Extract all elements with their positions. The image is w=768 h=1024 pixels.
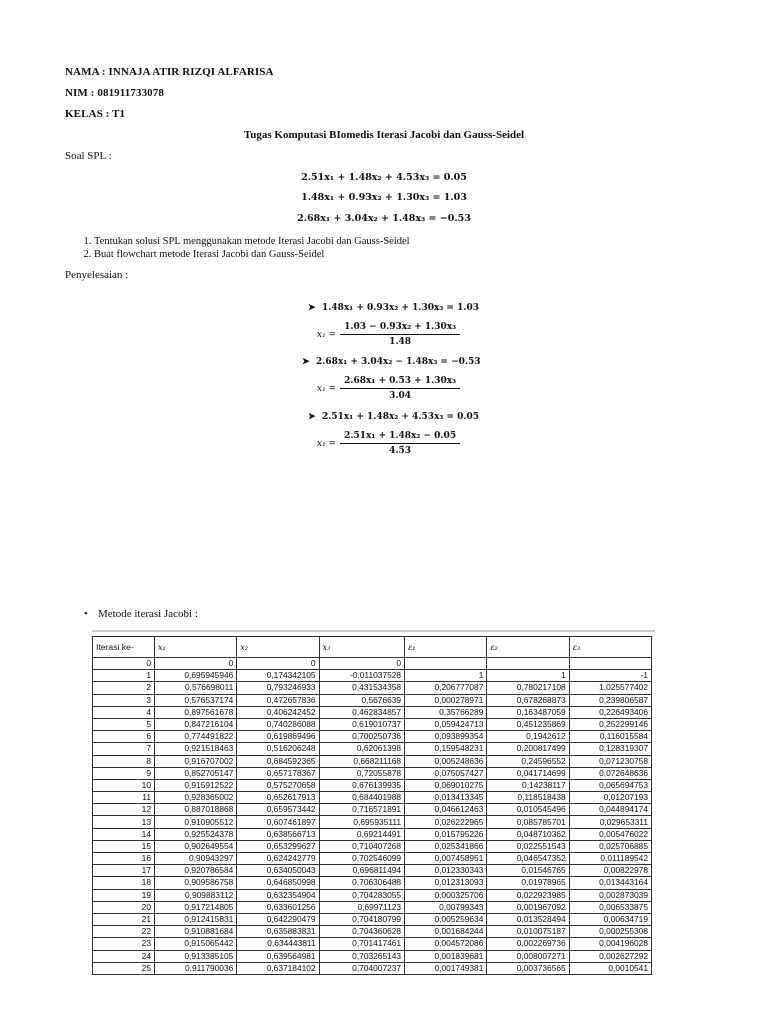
- table-cell: 0,00822978: [569, 865, 651, 877]
- arrow-bullet-icon: ➤: [308, 303, 316, 313]
- table-cell: 0,128319307: [569, 743, 651, 755]
- fraction-denominator: 1.48: [389, 337, 412, 347]
- table-cell: 0,624242779: [237, 853, 319, 865]
- table-row: [93, 743, 652, 755]
- table-cell: 0,633601256: [237, 901, 319, 913]
- fraction-numerator: 2.68x₁ + 0.53 + 1.30x₃: [340, 376, 460, 389]
- table-cell: 0,006533875: [569, 901, 651, 913]
- table-cell: 22: [93, 926, 155, 938]
- table-cell: 0,003736565: [487, 962, 569, 974]
- solution-fraction-2: [317, 376, 460, 401]
- table-cell: 0,700250736: [319, 731, 404, 743]
- table-row: [93, 682, 652, 694]
- table-cell: 0,637184102: [237, 962, 319, 974]
- table-cell: 0: [93, 658, 155, 670]
- table-header-row: [93, 637, 652, 658]
- table-cell: 5: [93, 718, 155, 730]
- table-cell: 1,025577402: [569, 682, 651, 694]
- table-cell: 0,001839681: [405, 950, 487, 962]
- table-cell: 0,704283055: [319, 889, 404, 901]
- table-cell: 0,226493406: [569, 706, 651, 718]
- table-cell: 24: [93, 950, 155, 962]
- table-cell: 0,652617913: [237, 792, 319, 804]
- column-header-e1: ε₁: [405, 637, 487, 658]
- table-cell: [405, 658, 487, 670]
- table-cell: 12: [93, 804, 155, 816]
- table-cell: 0,0010541: [569, 962, 651, 974]
- table-cell: 0,710407268: [319, 840, 404, 852]
- table-cell: 0,002873039: [569, 889, 651, 901]
- table-cell: 0,065694753: [569, 779, 651, 791]
- table-cell: 21: [93, 913, 155, 925]
- table-cell: 11: [93, 792, 155, 804]
- column-header-x1: x₁: [155, 637, 237, 658]
- equation-2: 1.48x₁ + 0.93x₂ + 1.30x₃ = 1.03: [301, 192, 467, 203]
- table-cell: 0,000325706: [405, 889, 487, 901]
- table-cell: 0,013413345: [405, 792, 487, 804]
- table-cell: 0,910881684: [155, 926, 237, 938]
- table-cell: 0,075057427: [405, 767, 487, 779]
- table-cell: 0,462834857: [319, 706, 404, 718]
- table-cell: 0,653299627: [237, 840, 319, 852]
- table-cell: 20: [93, 901, 155, 913]
- table-cell: 0,24596552: [487, 755, 569, 767]
- table-cell: 19: [93, 889, 155, 901]
- bullet-dot-icon: •: [84, 608, 88, 620]
- table-cell: 4: [93, 706, 155, 718]
- table-cell: 0,634050043: [237, 865, 319, 877]
- table-cell: 0,706306488: [319, 877, 404, 889]
- table-cell: 0,012330343: [405, 865, 487, 877]
- table-cell: 0,159548231: [405, 743, 487, 755]
- table-cell: 0,252299146: [569, 718, 651, 730]
- table-cell: 0,704180799: [319, 913, 404, 925]
- table-cell: 0,696811494: [319, 865, 404, 877]
- table-cell: 0,703265143: [319, 950, 404, 962]
- solution-equation-2: [302, 357, 481, 367]
- solution-fraction-1: [317, 322, 460, 347]
- table-cell: 25: [93, 962, 155, 974]
- column-header-x2: x₂: [237, 637, 319, 658]
- table-cell: 0,046547352: [487, 853, 569, 865]
- table-cell: 0,576698011: [155, 682, 237, 694]
- table-cell: 0,915912522: [155, 779, 237, 791]
- table-cell: 0,008007271: [487, 950, 569, 962]
- table-cell: 0,001749381: [405, 962, 487, 974]
- table-cell: 0,928365002: [155, 792, 237, 804]
- column-header-e2: ε₂: [487, 637, 569, 658]
- table-cell: 0,90943297: [155, 853, 237, 865]
- table-row: [93, 828, 652, 840]
- table-cell: 0,007458951: [405, 853, 487, 865]
- arrow-bullet-icon: ➤: [308, 412, 316, 422]
- table-cell: 0,005476022: [569, 828, 651, 840]
- table-cell: 0,638566713: [237, 828, 319, 840]
- table-row: [93, 889, 652, 901]
- table-cell: 0,516206248: [237, 743, 319, 755]
- table-cell: 0,607461897: [237, 816, 319, 828]
- table-cell: 14: [93, 828, 155, 840]
- fraction-lhs: x₁ =: [317, 383, 337, 394]
- fraction-lhs: x₁ =: [317, 438, 337, 449]
- table-cell: 0,116015584: [569, 731, 651, 743]
- column-header-e3: ε₃: [569, 637, 651, 658]
- table-cell: 0,576537174: [155, 694, 237, 706]
- table-cell: 0,897561678: [155, 706, 237, 718]
- table-cell: 0,619010737: [319, 718, 404, 730]
- fraction-denominator: 3.04: [389, 391, 412, 401]
- student-name: NAMA : INNAJA ATIR RIZQI ALFARISA: [65, 66, 274, 78]
- table-cell: [569, 658, 651, 670]
- column-header-x3: x₃: [319, 637, 404, 658]
- soal-label: Soal SPL :: [65, 150, 112, 162]
- table-cell: 0,005248636: [405, 755, 487, 767]
- table-cell: 0,634443811: [237, 938, 319, 950]
- table-cell: 0,793246933: [237, 682, 319, 694]
- table-cell: 0,695945946: [155, 670, 237, 682]
- table-row: [93, 718, 652, 730]
- table-cell: -1: [569, 670, 651, 682]
- table-cell: 0,025341866: [405, 840, 487, 852]
- equation-3: 2.68x₁ + 3.04x₂ + 1.48x₃ = −0.53: [297, 213, 471, 224]
- table-cell: 23: [93, 938, 155, 950]
- table-cell: 0,025706885: [569, 840, 651, 852]
- table-cell: 0,118518438: [487, 792, 569, 804]
- table-cell: 0,059424713: [405, 718, 487, 730]
- method-label: Metode iterasi Jacobi :: [98, 608, 198, 620]
- table-cell: 0,887018868: [155, 804, 237, 816]
- table-cell: 3: [93, 694, 155, 706]
- solution-equation-2-text: 2.68x₁ + 3.04x₂ − 1.48x₃ = −0.53: [316, 357, 481, 367]
- table-cell: 0,048710362: [487, 828, 569, 840]
- table-cell: 0,010545496: [487, 804, 569, 816]
- task-item-1: 1. Tentukan solusi SPL menggunakan metode Iterasi Jacobi dan Gauss-Seidel: [94, 235, 676, 248]
- table-row: [93, 901, 652, 913]
- table-cell: 0,704360628: [319, 926, 404, 938]
- fraction-numerator: 2.51x₁ + 1.48x₂ − 0.05: [340, 431, 460, 444]
- table-cell: 0,013443164: [569, 877, 651, 889]
- table-row: [93, 755, 652, 767]
- table-cell: 0,163487059: [487, 706, 569, 718]
- table-cell: 0,740286088: [237, 718, 319, 730]
- table-cell: 0,001684244: [405, 926, 487, 938]
- penyelesaian-label: Penyelesaian :: [65, 269, 129, 281]
- table-cell: 0,852705147: [155, 767, 237, 779]
- table-row: [93, 950, 652, 962]
- table-cell: 0,011189542: [569, 853, 651, 865]
- table-cell: 10: [93, 779, 155, 791]
- table-cell: 0,00799343: [405, 901, 487, 913]
- table-cell: 0,916707002: [155, 755, 237, 767]
- table-row: [93, 816, 652, 828]
- table-cell: 0,406242452: [237, 706, 319, 718]
- table-cell: 0,911790036: [155, 962, 237, 974]
- table-cell: 0,206777087: [405, 682, 487, 694]
- column-header-iterasi: Iterasi ke-: [93, 637, 155, 658]
- table-cell: 0,659573442: [237, 804, 319, 816]
- table-cell: 0,921518463: [155, 743, 237, 755]
- table-cell: 0,239806587: [569, 694, 651, 706]
- solution-fraction-3: [317, 431, 460, 456]
- table-cell: 0,917214805: [155, 901, 237, 913]
- table-row: [93, 938, 652, 950]
- table-cell: 0,004196028: [569, 938, 651, 950]
- table-row: [93, 694, 652, 706]
- table-cell: 0,200817499: [487, 743, 569, 755]
- table-cell: 6: [93, 731, 155, 743]
- table-cell: 0,684401988: [319, 792, 404, 804]
- table-cell: 0,632354904: [237, 889, 319, 901]
- table-cell: 0,451235869: [487, 718, 569, 730]
- table-cell: 0: [237, 658, 319, 670]
- fraction-denominator: 4.53: [389, 446, 412, 456]
- table-cell: 0,022551543: [487, 840, 569, 852]
- table-cell: 0,431534358: [319, 682, 404, 694]
- table-cell: 0,684592365: [237, 755, 319, 767]
- table-cell: 0,72055878: [319, 767, 404, 779]
- table-cell: 0,774491822: [155, 731, 237, 743]
- student-class: KELAS : T1: [65, 108, 126, 120]
- table-row: [93, 706, 652, 718]
- table-cell: 0,909883112: [155, 889, 237, 901]
- table-cell: 0,472657836: [237, 694, 319, 706]
- table-cell: 0,041714699: [487, 767, 569, 779]
- table-cell: 0,015795226: [405, 828, 487, 840]
- table-cell: 0,646850998: [237, 877, 319, 889]
- table-cell: 0: [155, 658, 237, 670]
- table-cell: 0,668211168: [319, 755, 404, 767]
- table-cell: 0,072648636: [569, 767, 651, 779]
- table-cell: 1: [487, 670, 569, 682]
- arrow-bullet-icon: ➤: [302, 357, 310, 367]
- solution-equation-3: [308, 412, 479, 422]
- table-cell: 0,639564981: [237, 950, 319, 962]
- table-cell: 13: [93, 816, 155, 828]
- table-row: [93, 670, 652, 682]
- table-cell: 0,029653311: [569, 816, 651, 828]
- table-cell: 0,695935111: [319, 816, 404, 828]
- table-cell: 9: [93, 767, 155, 779]
- table-cell: 1: [93, 670, 155, 682]
- table-cell: 0,635883831: [237, 926, 319, 938]
- table-cell: 0,069010275: [405, 779, 487, 791]
- table-body: [93, 658, 652, 975]
- table-cell: 0,902649554: [155, 840, 237, 852]
- fraction-lhs: x₁ =: [317, 329, 337, 340]
- document-title: Tugas Komputasi BIomedis Iterasi Jacobi dan Gauss-Seidel: [243, 129, 525, 141]
- table-cell: 0,780217108: [487, 682, 569, 694]
- table-cell: 0,642290479: [237, 913, 319, 925]
- task-item-2: 2. Buat flowchart metode Iterasi Jacobi dan Gauss-Seidel: [94, 248, 676, 261]
- table-row: [93, 658, 652, 670]
- table-row: [93, 962, 652, 974]
- table-row: [93, 767, 652, 779]
- table-cell: 17: [93, 865, 155, 877]
- table-row: [93, 865, 652, 877]
- table-cell: 0,678268873: [487, 694, 569, 706]
- table-cell: 0,35766289: [405, 706, 487, 718]
- table-cell: 0,847216104: [155, 718, 237, 730]
- jacobi-iteration-table: [92, 636, 652, 975]
- table-row: [93, 804, 652, 816]
- task-list: [76, 235, 676, 261]
- table-cell: 0,01546765: [487, 865, 569, 877]
- table-cell: 0,676139935: [319, 779, 404, 791]
- table-cell: 0,093899354: [405, 731, 487, 743]
- table-cell: 0,909586758: [155, 877, 237, 889]
- table-cell: 0,01207193: [569, 792, 651, 804]
- table-cell: 0,702546099: [319, 853, 404, 865]
- table-cell: 0,174342105: [237, 670, 319, 682]
- divider: [92, 630, 655, 632]
- equation-1: 2.51x₁ + 1.48x₂ + 4.53x₃ = 0.05: [301, 172, 467, 183]
- table-cell: -0,011037528: [319, 670, 404, 682]
- table-cell: 0,910905512: [155, 816, 237, 828]
- table-cell: 0,001967092: [487, 901, 569, 913]
- table-cell: 0,575270658: [237, 779, 319, 791]
- fraction-numerator: 1.03 − 0.93x₂ + 1.30x₃: [340, 322, 460, 335]
- table-cell: 0,010075187: [487, 926, 569, 938]
- student-nim: NIM : 081911733078: [65, 87, 164, 99]
- table-cell: 0,619869496: [237, 731, 319, 743]
- table-cell: 0,013528494: [487, 913, 569, 925]
- table-cell: 0,005259634: [405, 913, 487, 925]
- table-cell: 0,62061398: [319, 743, 404, 755]
- table-cell: 18: [93, 877, 155, 889]
- table-cell: 0,913385105: [155, 950, 237, 962]
- table-cell: 0,00634719: [569, 913, 651, 925]
- table-cell: 0,920786584: [155, 865, 237, 877]
- method-heading: [84, 608, 198, 620]
- table-cell: 7: [93, 743, 155, 755]
- table-row: [93, 926, 652, 938]
- table-cell: 0,012313093: [405, 877, 487, 889]
- table-cell: 0,002627292: [569, 950, 651, 962]
- table-cell: 0: [319, 658, 404, 670]
- table-cell: 0,044894174: [569, 804, 651, 816]
- table-cell: 0,925524378: [155, 828, 237, 840]
- table-row: [93, 853, 652, 865]
- table-row: [93, 792, 652, 804]
- table-row: [93, 779, 652, 791]
- table-cell: 0,716571891: [319, 804, 404, 816]
- table-row: [93, 913, 652, 925]
- table-cell: 0,085785701: [487, 816, 569, 828]
- table-row: [93, 877, 652, 889]
- table-cell: [487, 658, 569, 670]
- table-cell: 0,704007237: [319, 962, 404, 974]
- table-cell: 0,69214491: [319, 828, 404, 840]
- table-cell: 0,01978965: [487, 877, 569, 889]
- table-cell: 0,002269736: [487, 938, 569, 950]
- table-row: [93, 731, 652, 743]
- table-cell: 0,026222965: [405, 816, 487, 828]
- table-cell: 0,071230758: [569, 755, 651, 767]
- solution-equation-3-text: 2.51x₁ + 1.48x₂ + 4.53x₃ = 0.05: [322, 412, 480, 422]
- table-cell: 0,046612463: [405, 804, 487, 816]
- table-cell: 0,000278971: [405, 694, 487, 706]
- table-cell: 8: [93, 755, 155, 767]
- table-cell: 0,004572086: [405, 938, 487, 950]
- table-cell: 0,000255308: [569, 926, 651, 938]
- table-cell: 15: [93, 840, 155, 852]
- table-cell: 0,915065442: [155, 938, 237, 950]
- solution-equation-1: [308, 303, 479, 313]
- table-cell: 0,657178367: [237, 767, 319, 779]
- table-cell: 1: [405, 670, 487, 682]
- table-cell: 0,912415831: [155, 913, 237, 925]
- table-cell: 0,701417461: [319, 938, 404, 950]
- table-cell: 0,1942612: [487, 731, 569, 743]
- table-cell: 2: [93, 682, 155, 694]
- table-cell: 0,14238117: [487, 779, 569, 791]
- table-cell: 0,69971123: [319, 901, 404, 913]
- table-cell: 16: [93, 853, 155, 865]
- solution-equation-1-text: 1.48x₁ + 0.93x₂ + 1.30x₃ = 1.03: [322, 303, 480, 313]
- table-row: [93, 840, 652, 852]
- table-cell: 0,5676639: [319, 694, 404, 706]
- table-cell: 0,022923985: [487, 889, 569, 901]
